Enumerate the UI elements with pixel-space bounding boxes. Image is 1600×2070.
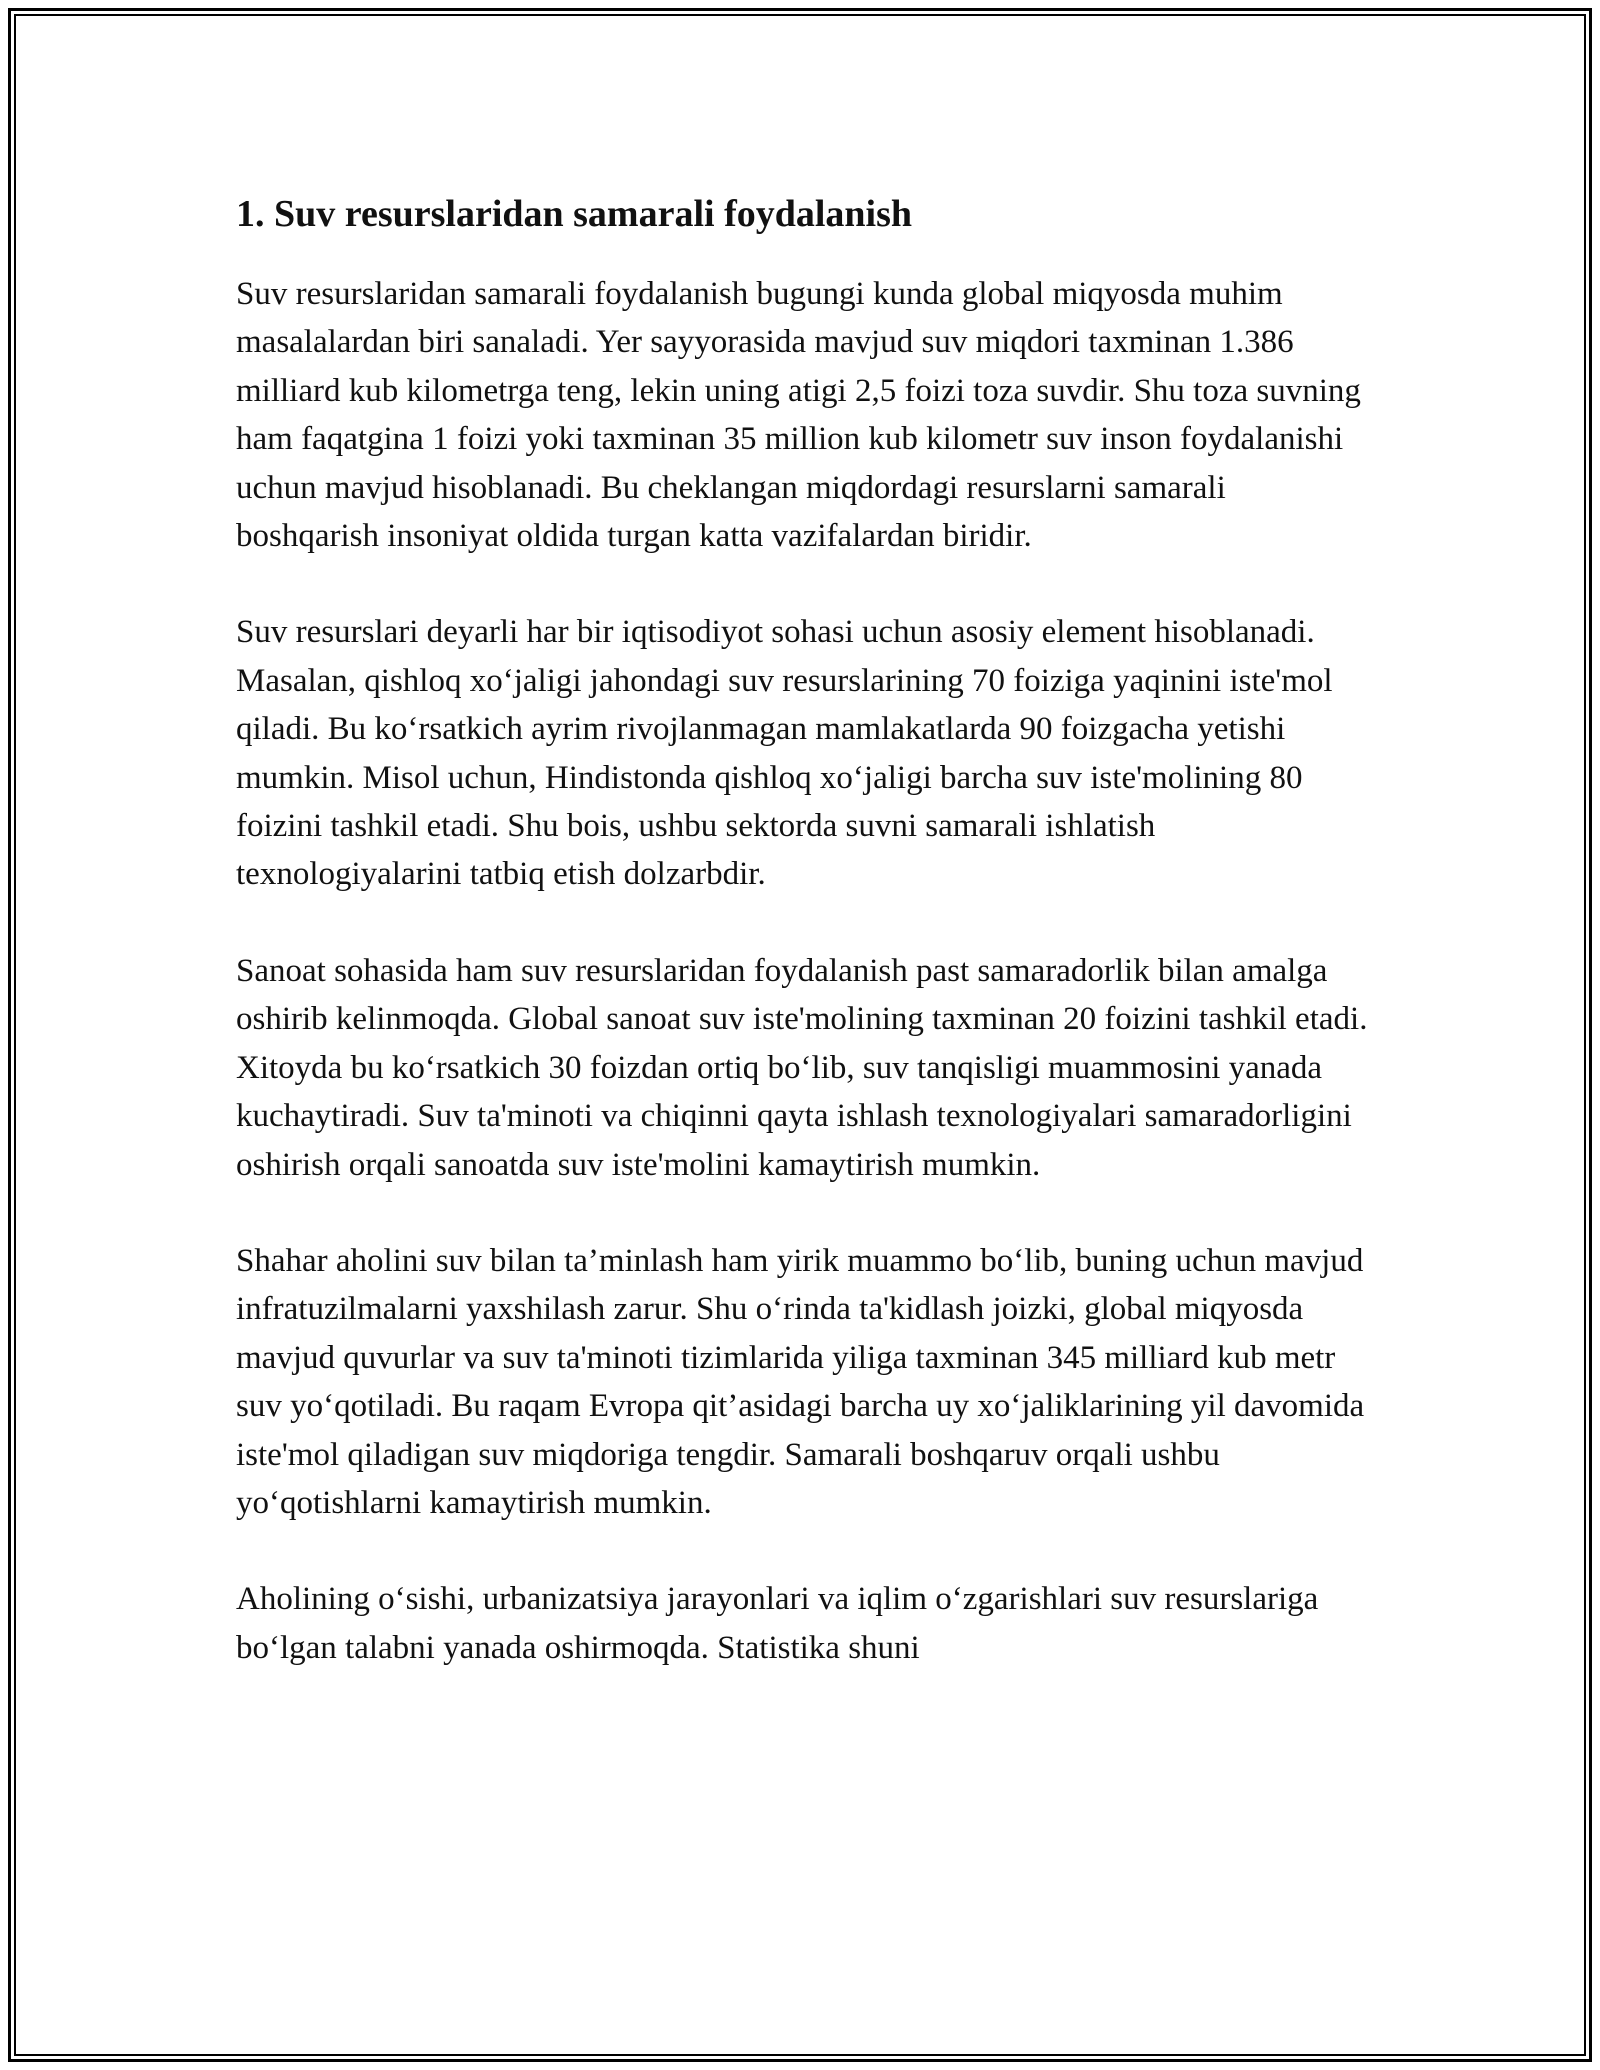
paragraph-industry: Sanoat sohasida ham suv resurslaridan foydalanish past samaradorlik bilan amalga oshirib kelinmoqda. Global sanoat suv iste'molining taxminan 20 foizini tashkil etadi. Xitoyda bu ko‘rsatkich 30 foizdan ortiq bo‘lib, suv tanqisligi muammosini yanada kuchaytiradi. Suv ta'minoti va chiqinni qayta ishlash texnologiyalari samaradorligini oshirish orqali sanoatda suv iste'molini kamaytirish mumkin. [236, 952, 1368, 1183]
paragraph-agriculture: Suv resurslari deyarli har bir iqtisodiyot sohasi uchun asosiy element hisoblanadi. Masalan, qishloq xo‘jaligi jahondagi suv resurslarining 70 foiziga yaqinini iste'mol qiladi. Bu ko‘rsatkich ayrim rivojlanmagan mamlakatlarda 90 foizgacha yetishi mumkin. Misol uchun, Hindistonda qishloq xo‘jaligi barcha suv iste'molining 80 foizini tashkil etadi. Shu bois, ushbu sektorda suvni samarali ishlatish texnologiyalarini tatbiq etish dolzarbdir. [236, 614, 1333, 893]
paragraph-urban-supply: Shahar aholini suv bilan ta’minlash ham yirik muammo bo‘lib, buning uchun mavjud infratuzilmalarni yaxshilash zarur. Shu o‘rinda ta'kidlash joizki, global miqyosda mavjud quvurlar va suv ta'minoti tizimlarida yiliga taxminan 345 milliard kub metr suv yo‘qotiladi. Bu raqam Evropa qit’asidagi barcha uy xo‘jaliklarining yil davomida iste'mol qiladigan suv miqdoriga tengdir. Samarali boshqaruv orqali ushbu yo‘qotishlarni kamaytirish mumkin. [236, 1242, 1365, 1521]
section-heading: 1. Suv resurslaridan samarali foydalanish [236, 193, 913, 235]
paragraph-population-growth: Aholining o‘sishi, urbanizatsiya jarayonlari va iqlim o‘zgarishlari suv resurslariga bo‘lgan talabni yanada oshirmoqda. Statistika shuni [236, 1581, 1319, 1666]
paragraph-intro: Suv resurslaridan samarali foydalanish bugungi kunda global miqyosda muhim masalalardan biri sanaladi. Yer sayyorasida mavjud suv miqdori taxminan 1.386 milliard kub kilometrga teng, lekin uning atigi 2,5 foizi toza suvdir. Shu toza suvning ham faqatgina 1 foizi yoki taxminan 35 million kub kilometr suv inson foydalanishi uchun mavjud hisoblanadi. Bu cheklangan miqdordagi resurslarni samarali boshqarish insoniyat oldida turgan katta vazifalardan biridir. [236, 276, 1361, 555]
document-body [236, 186, 1376, 1720]
